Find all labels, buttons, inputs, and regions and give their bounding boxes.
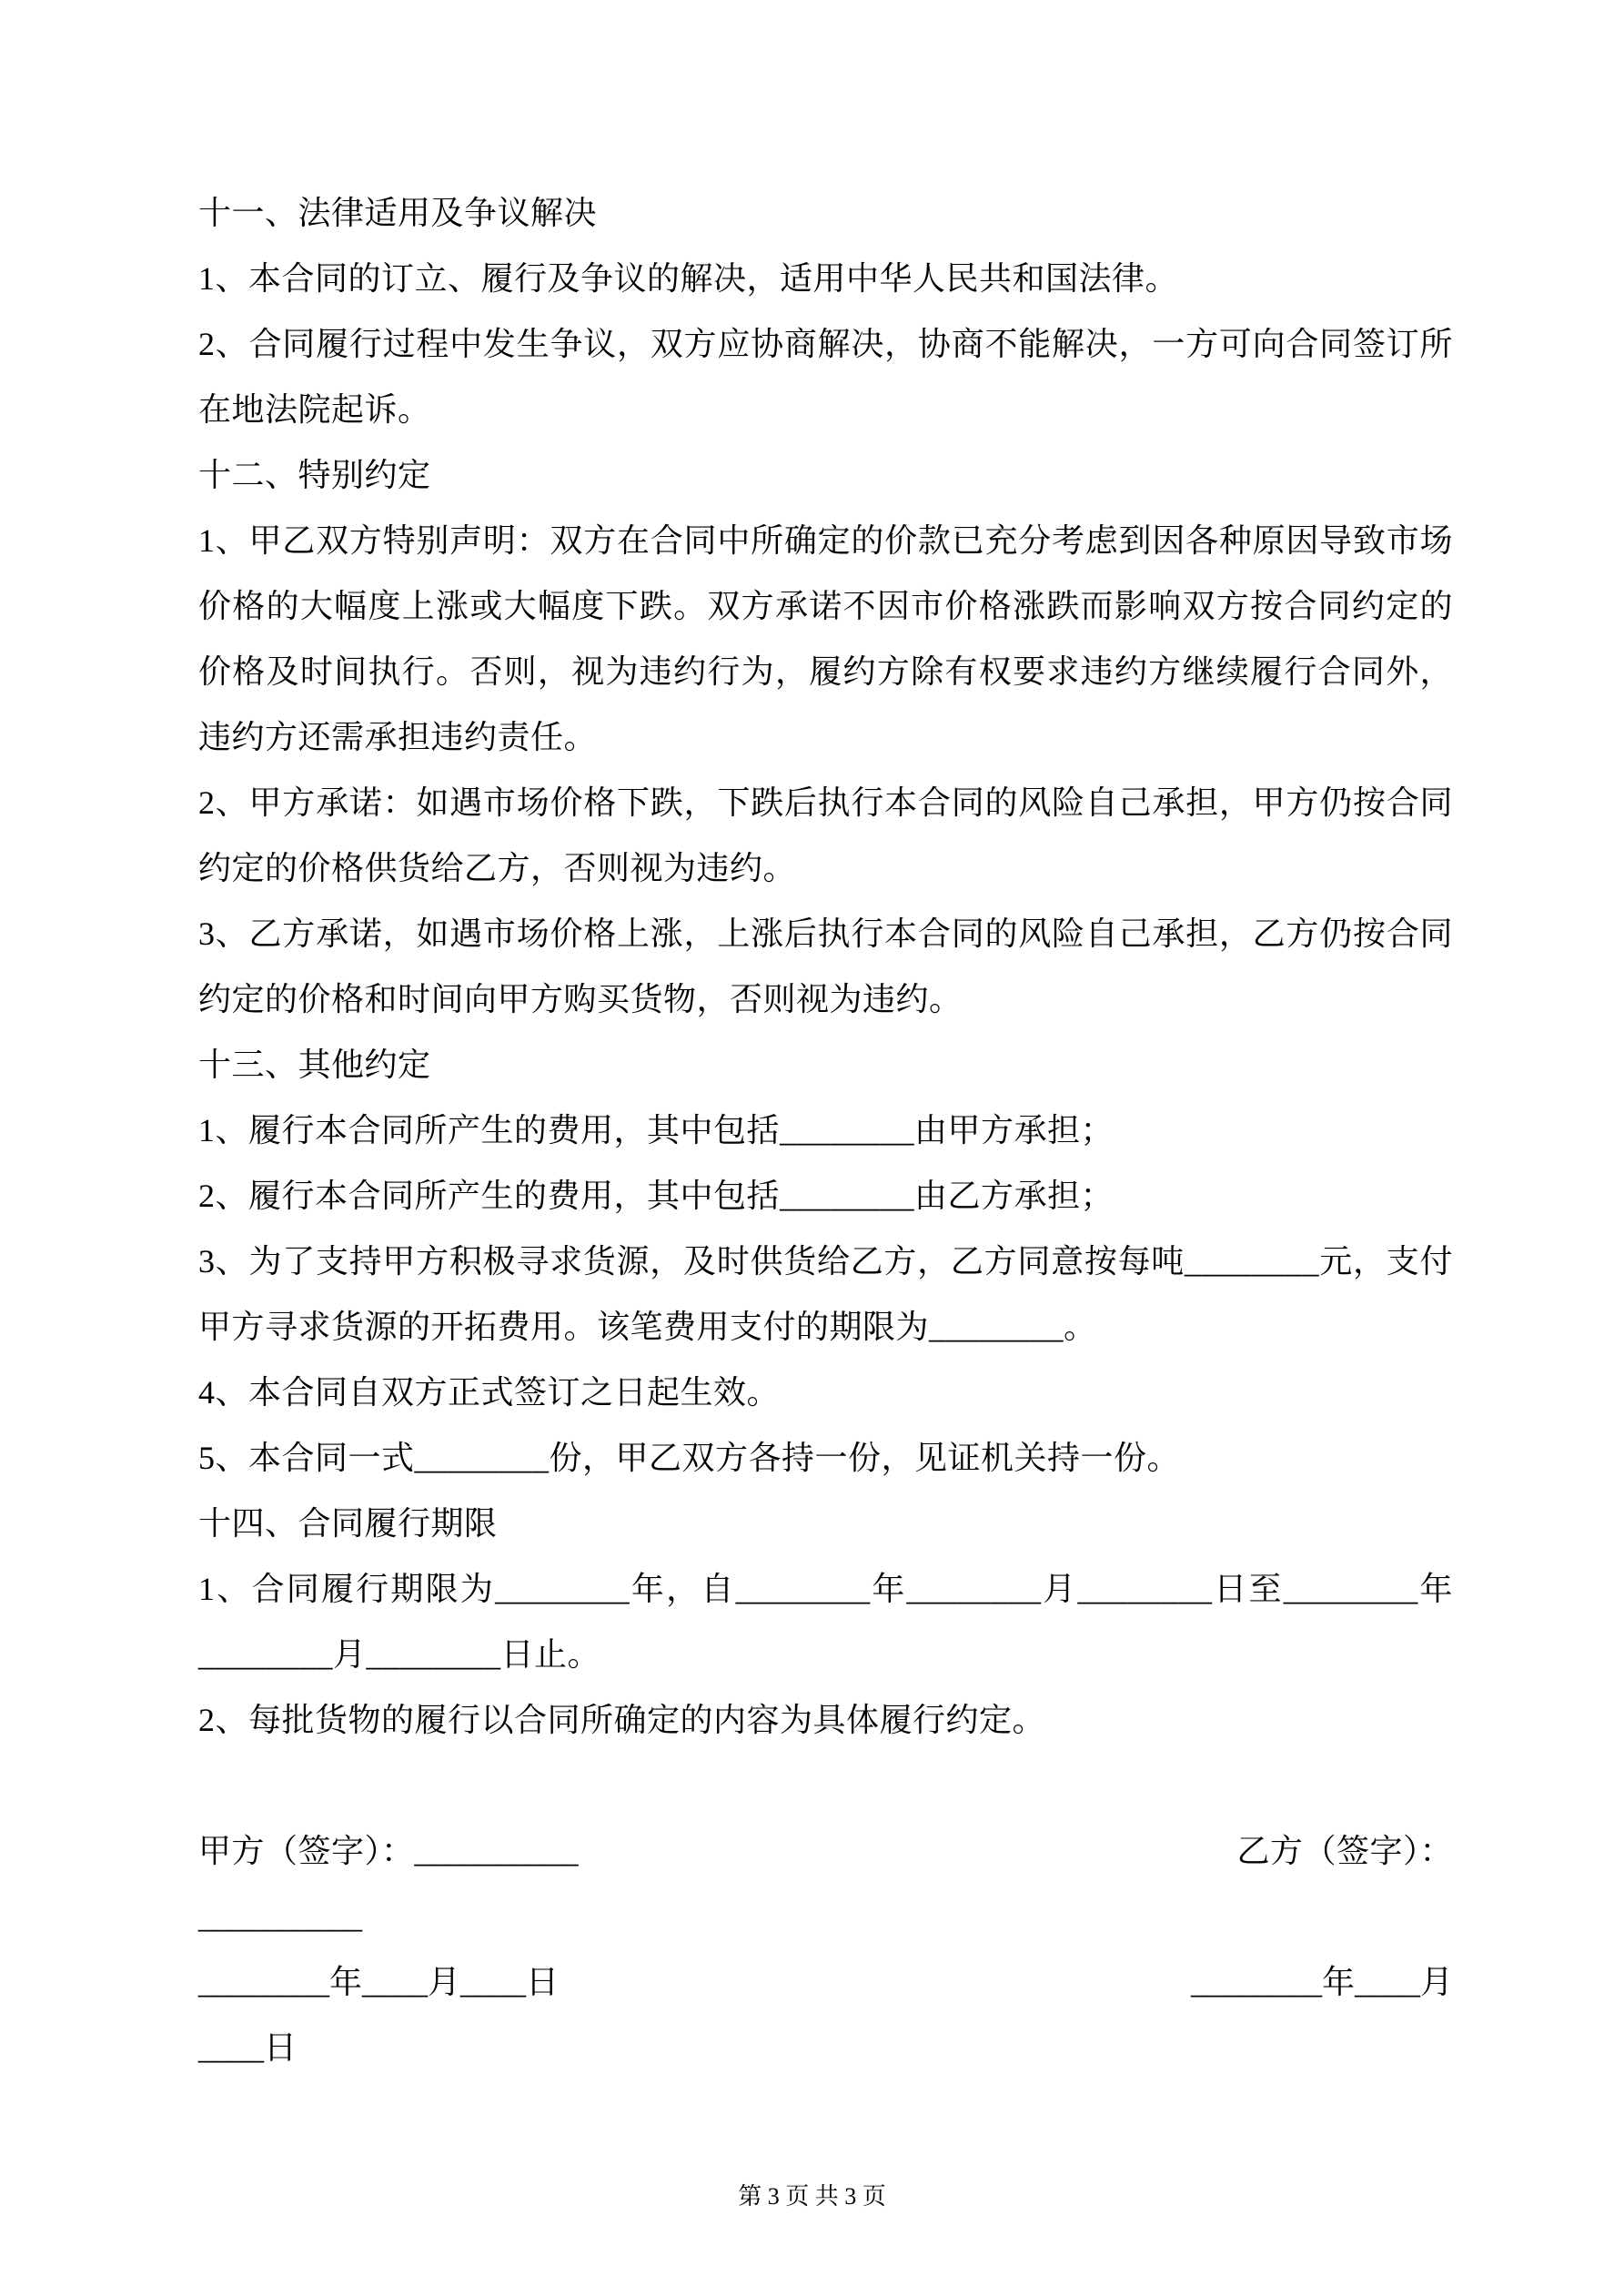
page-number: 第 3 页 共 3 页	[738, 2183, 886, 2210]
contract-paragraph: 3、为了支持甲方积极寻求货源，及时供货给乙方，乙方同意按每吨________元，支付甲方寻求货源的开拓费用。该笔费用支付的期限为________。	[198, 1243, 1453, 1345]
contract-paragraph: 1、本合同的订立、履行及争议的解决，适用中华人民共和国法律。	[198, 260, 1179, 297]
party-a-label: 甲方（签字）：	[198, 1833, 415, 1869]
signature-block	[198, 1818, 1453, 2080]
signature-row-party-b-blank	[198, 1884, 1453, 1949]
contract-paragraph: 1、履行本合同所产生的费用，其中包括________由甲方承担；	[198, 1112, 1115, 1148]
section-heading-12: 十二、特别约定	[198, 457, 431, 493]
contract-paragraph: 2、履行本合同所产生的费用，其中包括________由乙方承担；	[198, 1178, 1115, 1214]
party-a-signature-blank: __________	[414, 1833, 579, 1869]
contract-body	[198, 180, 1453, 2080]
party-b-date-wrap-blank: ____日	[198, 2029, 298, 2066]
contract-paragraph: 1、甲乙双方特别声明：双方在合同中所确定的价款已充分考虑到因各种原因导致市场价格的大幅度上涨或大幅度下跌。双方承诺不因市价格涨跌而影响双方按合同约定的价格及时间执行。否则，视为违约行为，履约方除有权要求违约方继续履行合同外，违约方还需承担违约责任。	[198, 522, 1453, 755]
section-heading-11: 十一、法律适用及争议解决	[198, 195, 598, 231]
signature-row-dates	[198, 1949, 1453, 2015]
signature-row-date-wrap	[198, 2015, 1453, 2080]
contract-paragraph: 2、合同履行过程中发生争议，双方应协商解决，协商不能解决，一方可向合同签订所在地法院起诉。	[198, 326, 1453, 428]
party-b-date-blank: ________年____月	[1190, 1964, 1453, 2000]
contract-paragraph: 5、本合同一式________份，甲乙双方各持一份，见证机关持一份。	[198, 1440, 1181, 1476]
section-heading-14: 十四、合同履行期限	[198, 1505, 498, 1542]
party-b-signature-blank: __________	[198, 1898, 362, 1935]
section-heading-13: 十三、其他约定	[198, 1047, 431, 1083]
signature-row-labels	[198, 1818, 1453, 1884]
contract-paragraph: 4、本合同自双方正式签订之日起生效。	[198, 1374, 781, 1411]
contract-paragraph: 2、每批货物的履行以合同所确定的内容为具体履行约定。	[198, 1702, 1046, 1738]
party-a-date-blank: ________年____月____日	[198, 1964, 559, 2000]
contract-paragraph: 2、甲方承诺：如遇市场价格下跌，下跌后执行本合同的风险自己承担，甲方仍按合同约定的价格供货给乙方，否则视为违约。	[198, 784, 1453, 886]
party-a-signature-line	[198, 1818, 579, 1884]
contract-paragraph: 1、合同履行期限为________年，自________年________月________日至________年________月________日止。	[198, 1571, 1453, 1673]
party-b-label: 乙方（签字）：	[1236, 1833, 1453, 1869]
contract-paragraph: 3、乙方承诺，如遇市场价格上涨，上涨后执行本合同的风险自己承担，乙方仍按合同约定的价格和时间向甲方购买货物，否则视为违约。	[198, 915, 1453, 1017]
